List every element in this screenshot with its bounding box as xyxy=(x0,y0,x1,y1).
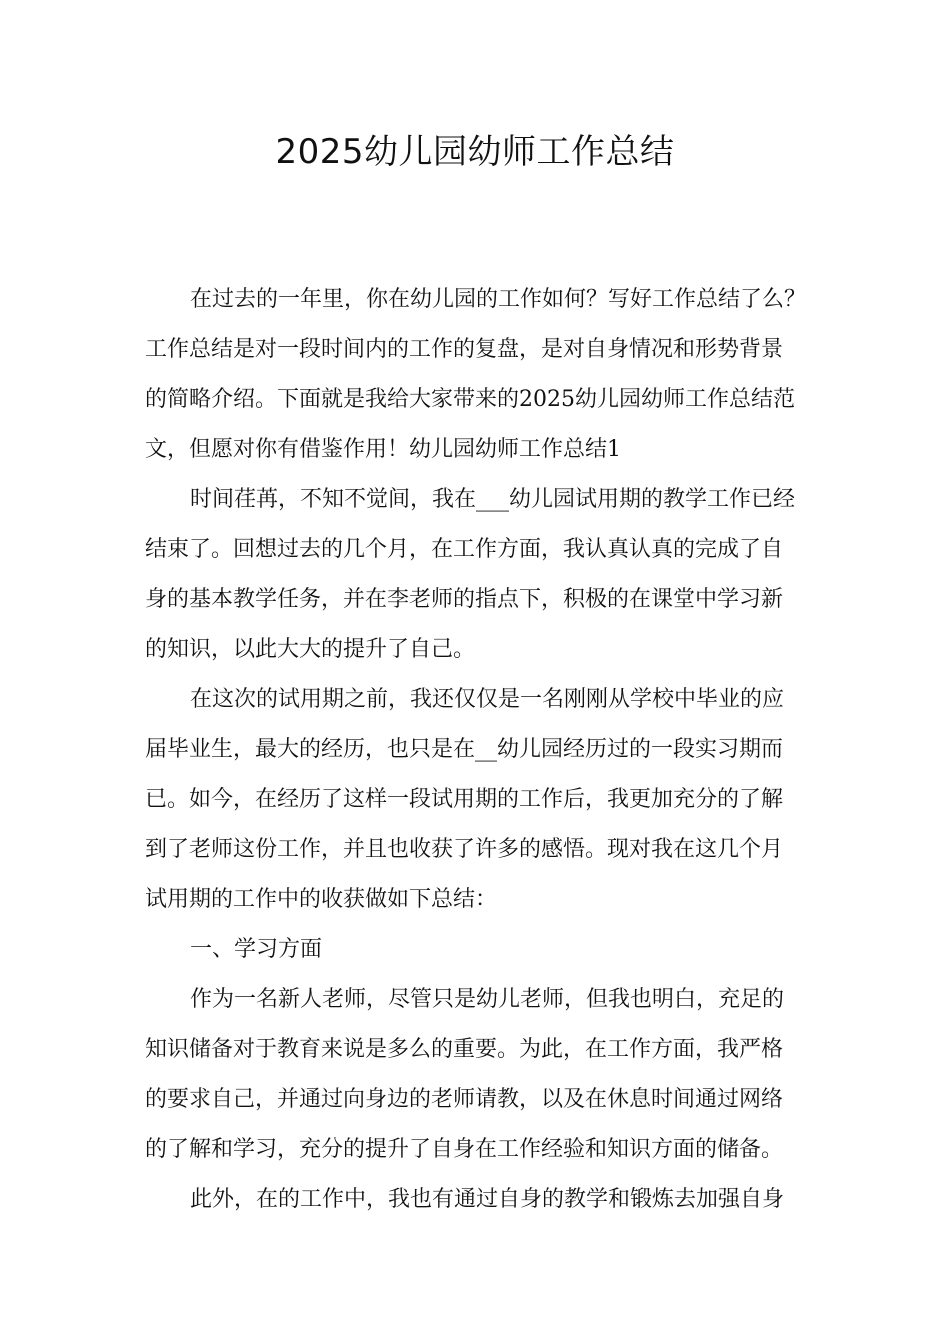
text-line: 知识储备对于教育来说是多么的重要。为此，在工作方面，我严格 xyxy=(145,1037,784,1062)
text-line: 文，但愿对你有借鉴作用！幼儿园幼师工作总结1 xyxy=(145,437,621,462)
text-line: 的要求自己，并通过向身边的老师请教，以及在休息时间通过网络 xyxy=(145,1087,784,1112)
text-line: 已。如今，在经历了这样一段试用期的工作后，我更加充分的了解 xyxy=(145,787,784,812)
text-line: 的简略介绍。下面就是我给大家带来的2025幼儿园幼师工作总结范 xyxy=(145,387,795,412)
section-heading: 一、学习方面 xyxy=(190,937,323,962)
text-line: 在过去的一年里，你在幼儿园的工作如何？写好工作总结了么？ xyxy=(190,287,807,312)
text-line: 时间荏苒，不知不觉间，我在___幼儿园试用期的教学工作已经 xyxy=(190,487,796,512)
text-line: 试用期的工作中的收获做如下总结： xyxy=(145,887,498,912)
text-line: 作为一名新人老师，尽管只是幼儿老师，但我也明白，充足的 xyxy=(190,987,785,1012)
text-line: 工作总结是对一段时间内的工作的复盘，是对自身情况和形势背景 xyxy=(145,337,784,362)
text-line: 届毕业生，最大的经历，也只是在__幼儿园经历过的一段实习期而 xyxy=(145,737,784,762)
text-line: 到了老师这份工作，并且也收获了许多的感悟。现对我在这几个月 xyxy=(145,837,784,862)
text-line: 此外，在的工作中，我也有通过自身的教学和锻炼去加强自身 xyxy=(190,1187,785,1212)
document-title: 2025幼儿园幼师工作总结 xyxy=(275,132,675,172)
text-line: 的知识，以此大大的提升了自己。 xyxy=(145,637,476,662)
text-line: 身的基本教学任务，并在李老师的指点下，积极的在课堂中学习新 xyxy=(145,587,784,612)
text-line: 在这次的试用期之前，我还仅仅是一名刚刚从学校中毕业的应 xyxy=(190,687,785,712)
text-line: 结束了。回想过去的几个月，在工作方面，我认真认真的完成了自 xyxy=(145,537,784,562)
text-line: 的了解和学习，充分的提升了自身在工作经验和知识方面的储备。 xyxy=(145,1137,784,1162)
